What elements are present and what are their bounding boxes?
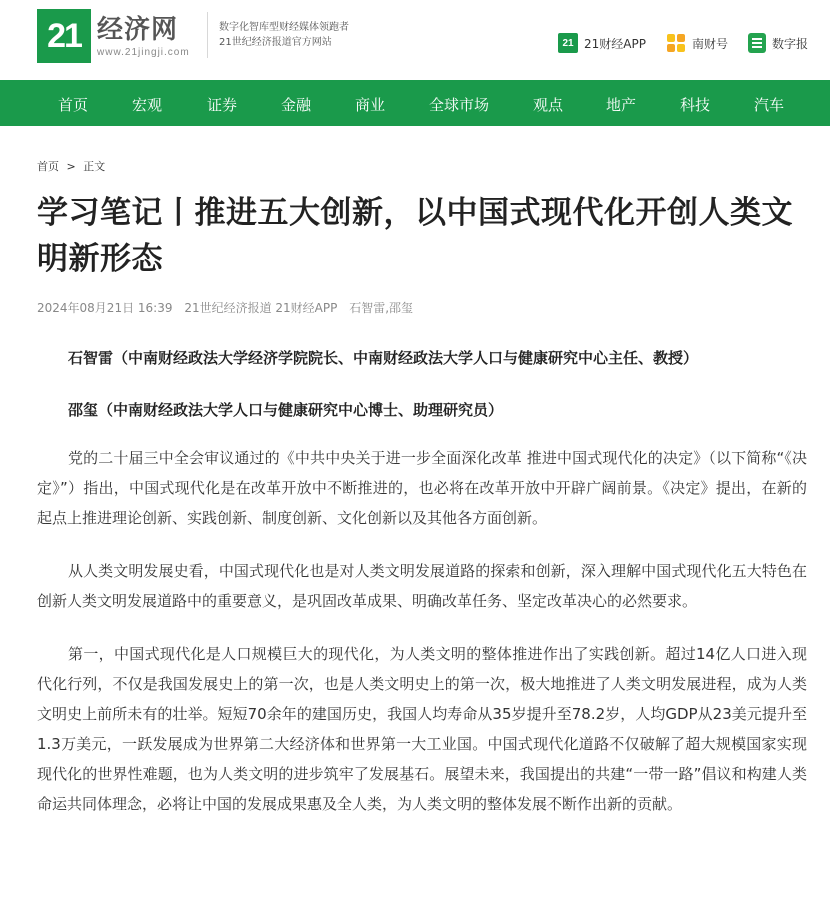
- link-nancaihao[interactable]: [666, 33, 728, 53]
- article-authors: 石智雷,邵玺: [349, 301, 414, 315]
- nav-item-opinion[interactable]: 观点: [533, 96, 564, 114]
- article-date: 2024年08月21日 16:39: [37, 301, 173, 315]
- link-21caijing-app[interactable]: [558, 33, 646, 53]
- tagline-line2: 21世纪经济报道官方网站: [219, 37, 332, 48]
- logo-url: www.21jingji.com: [97, 46, 190, 58]
- article-paragraph: 党的二十届三中全会审议通过的《中共中央关于进一步全面深化改革 推进中国式现代化的决定》（以下简称“《决定》”）指出，中国式现代化是在改革开放中不断推进的，也必将在改革开放中开辟广阔前景。《决定》提出，在新的起点上推进理论创新、实践创新、制度创新、文化创新以及其他各方面创新。: [37, 449, 807, 527]
- logo-21-mark: 21: [37, 9, 91, 63]
- breadcrumb-home[interactable]: 首页: [37, 160, 59, 173]
- site-tagline: [219, 20, 349, 50]
- article-source: 21世纪经济报道 21财经APP: [184, 301, 338, 315]
- link-label: 南财号: [691, 36, 728, 51]
- nav-item-auto[interactable]: 汽车: [754, 96, 785, 114]
- nav-item-finance[interactable]: 金融: [281, 96, 312, 114]
- tagline-line1: 数字化智库型财经媒体领跑者: [219, 22, 349, 33]
- nav-item-real-estate[interactable]: 地产: [606, 96, 637, 114]
- logo-text: [97, 15, 190, 58]
- main-nav: [0, 80, 830, 126]
- breadcrumb-separator: >: [66, 160, 76, 173]
- article-body: [37, 443, 807, 842]
- newspaper-icon: [748, 33, 766, 53]
- site-header: [0, 0, 830, 80]
- author-info-1: 石智雷（中南财经政法大学经济学院院长、中南财经政法大学人口与健康研究中心主任、教授）: [68, 349, 699, 367]
- nav-item-securities[interactable]: 证券: [207, 96, 238, 114]
- link-shuzibao[interactable]: [748, 33, 808, 53]
- header-links: [558, 33, 808, 53]
- header-divider: [207, 12, 208, 58]
- nav-item-macro[interactable]: 宏观: [132, 96, 163, 114]
- article-paragraph: 第一，中国式现代化是人口规模巨大的现代化，为人类文明的整体推进作出了实践创新。超过14亿人口进入现代化行列，不仅是我国发展史上的第一次，也是人类文明史上的第一次，极大地推进了人类文明发展进程，成为人类文明史上前所未有的壮举。短短70余年的建国历史，我国人均寿命从35岁提升至78.2岁，人均GDP从23美元提升至1.3万美元，一跃发展成为世界第二大经济体和世界第一大工业国。中国式现代化道路不仅破解了超大规模国家实现现代化的世界性难题，也为人类文明的进步筑牢了发展基石。展望未来，我国提出的共建“一带一路”倡议和构建人类命运共同体理念，必将让中国的发展成果惠及全人类，为人类文明的整体发展不断作出新的贡献。: [37, 645, 807, 813]
- article-meta: [37, 299, 421, 316]
- grid-icon: [666, 33, 686, 53]
- breadcrumb-current: 正文: [83, 160, 106, 173]
- nav-item-home[interactable]: 首页: [58, 96, 89, 114]
- link-label: 21财经APP: [584, 36, 646, 51]
- logo-name: 经济网: [97, 14, 179, 45]
- nav-item-business[interactable]: 商业: [355, 96, 386, 114]
- link-label: 数字报: [771, 36, 808, 51]
- nav-item-global-markets[interactable]: 全球市场: [429, 96, 490, 114]
- app-21-icon: 21: [558, 33, 578, 53]
- article-paragraph: 从人类文明发展史看，中国式现代化也是对人类文明发展道路的探索和创新，深入理解中国式现代化五大特色在创新人类文明发展道路中的重要意义，是巩固改革成果、明确改革任务、坚定改革决心的必然要求。: [37, 562, 807, 610]
- breadcrumb: [37, 158, 105, 174]
- nav-item-tech[interactable]: 科技: [680, 96, 711, 114]
- article-title: 学习笔记丨推进五大创新，以中国式现代化开创人类文明新形态: [37, 195, 793, 277]
- author-info-2: 邵玺（中南财经政法大学人口与健康研究中心博士、助理研究员）: [68, 401, 504, 419]
- site-logo[interactable]: [37, 9, 197, 63]
